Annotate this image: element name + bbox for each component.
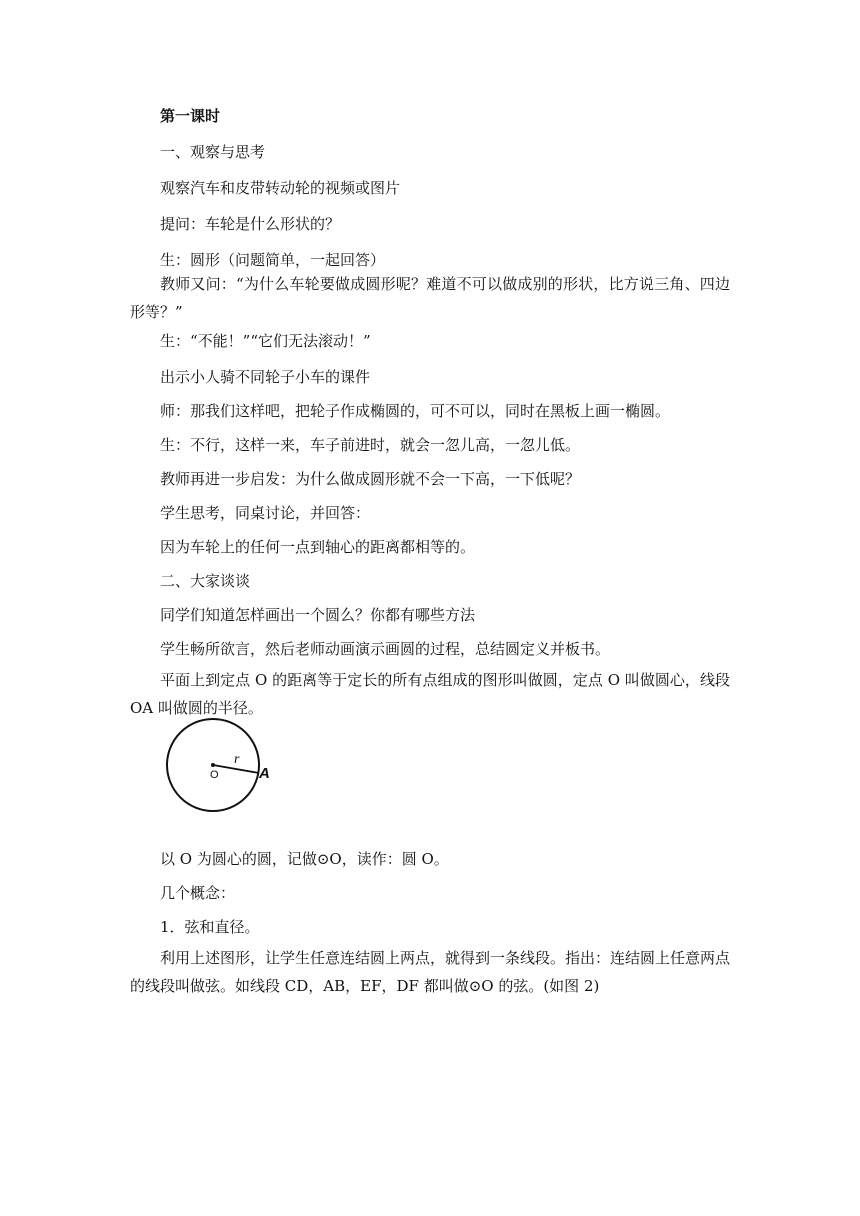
- section-heading-discuss: 二、大家谈谈: [160, 572, 251, 590]
- paragraph: 同学们知道怎样画出一个圆么？你都有哪些方法: [160, 606, 476, 624]
- paragraph: 以 O 为圆心的圆，记做⊙O，读作：圆 O。: [160, 850, 449, 868]
- section-heading-observe: 一、观察与思考: [160, 143, 266, 161]
- center-label: O: [210, 769, 219, 781]
- paragraph: 几个概念：: [160, 884, 236, 902]
- paragraph-chord-definition: 利用上述图形，让学生任意连结圆上两点，就得到一条线段。指出：连结圆上任意两点的线段叫做弦。如线段 CD，AB，EF，DF 都叫做⊙O 的弦。(如图 2): [130, 949, 731, 995]
- circle-figure: [158, 718, 278, 818]
- paragraph: 教师再进一步启发：为什么做成圆形就不会一下高，一下低呢？: [160, 470, 581, 488]
- paragraph: 教师又问：“为什么车轮要做成圆形呢？难道不可以做成别的形状，比方说三角、四边形等？”: [130, 275, 730, 321]
- paragraph: 生：不行，这样一来，车子前进时，就会一忽儿高，一忽儿低。: [160, 436, 581, 454]
- paragraph: 学生思考，同桌讨论，并回答：: [160, 504, 371, 522]
- paragraph: 生：“不能！”“它们无法滚动！”: [160, 332, 371, 350]
- paragraph: 师：那我们这样吧，把轮子作成椭圆的，可不可以，同时在黑板上画一椭圆。: [160, 402, 671, 420]
- lesson-title: 第一课时: [160, 107, 221, 125]
- paragraph: 生：圆形（问题简单，一起回答）: [160, 251, 386, 269]
- paragraph-circle-definition: 平面上到定点 O 的距离等于定长的所有点组成的图形叫做圆，定点 O 叫做圆心，线段 OA 叫做圆的半径。: [130, 671, 730, 717]
- paragraph: 提问：车轮是什么形状的？: [160, 215, 341, 233]
- subheading-chord-diameter: 1．弦和直径。: [160, 918, 260, 936]
- paragraph: 出示小人骑不同轮子小车的课件: [160, 368, 371, 386]
- paragraph: 观察汽车和皮带转动轮的视频或图片: [160, 179, 401, 197]
- paragraph: 因为车轮上的任何一点到轴心的距离都相等的。: [160, 538, 476, 556]
- radius-label: r: [234, 752, 240, 767]
- point-label: A: [259, 765, 270, 782]
- paragraph: 学生畅所欲言，然后老师动画演示画圆的过程，总结圆定义并板书。: [160, 640, 611, 658]
